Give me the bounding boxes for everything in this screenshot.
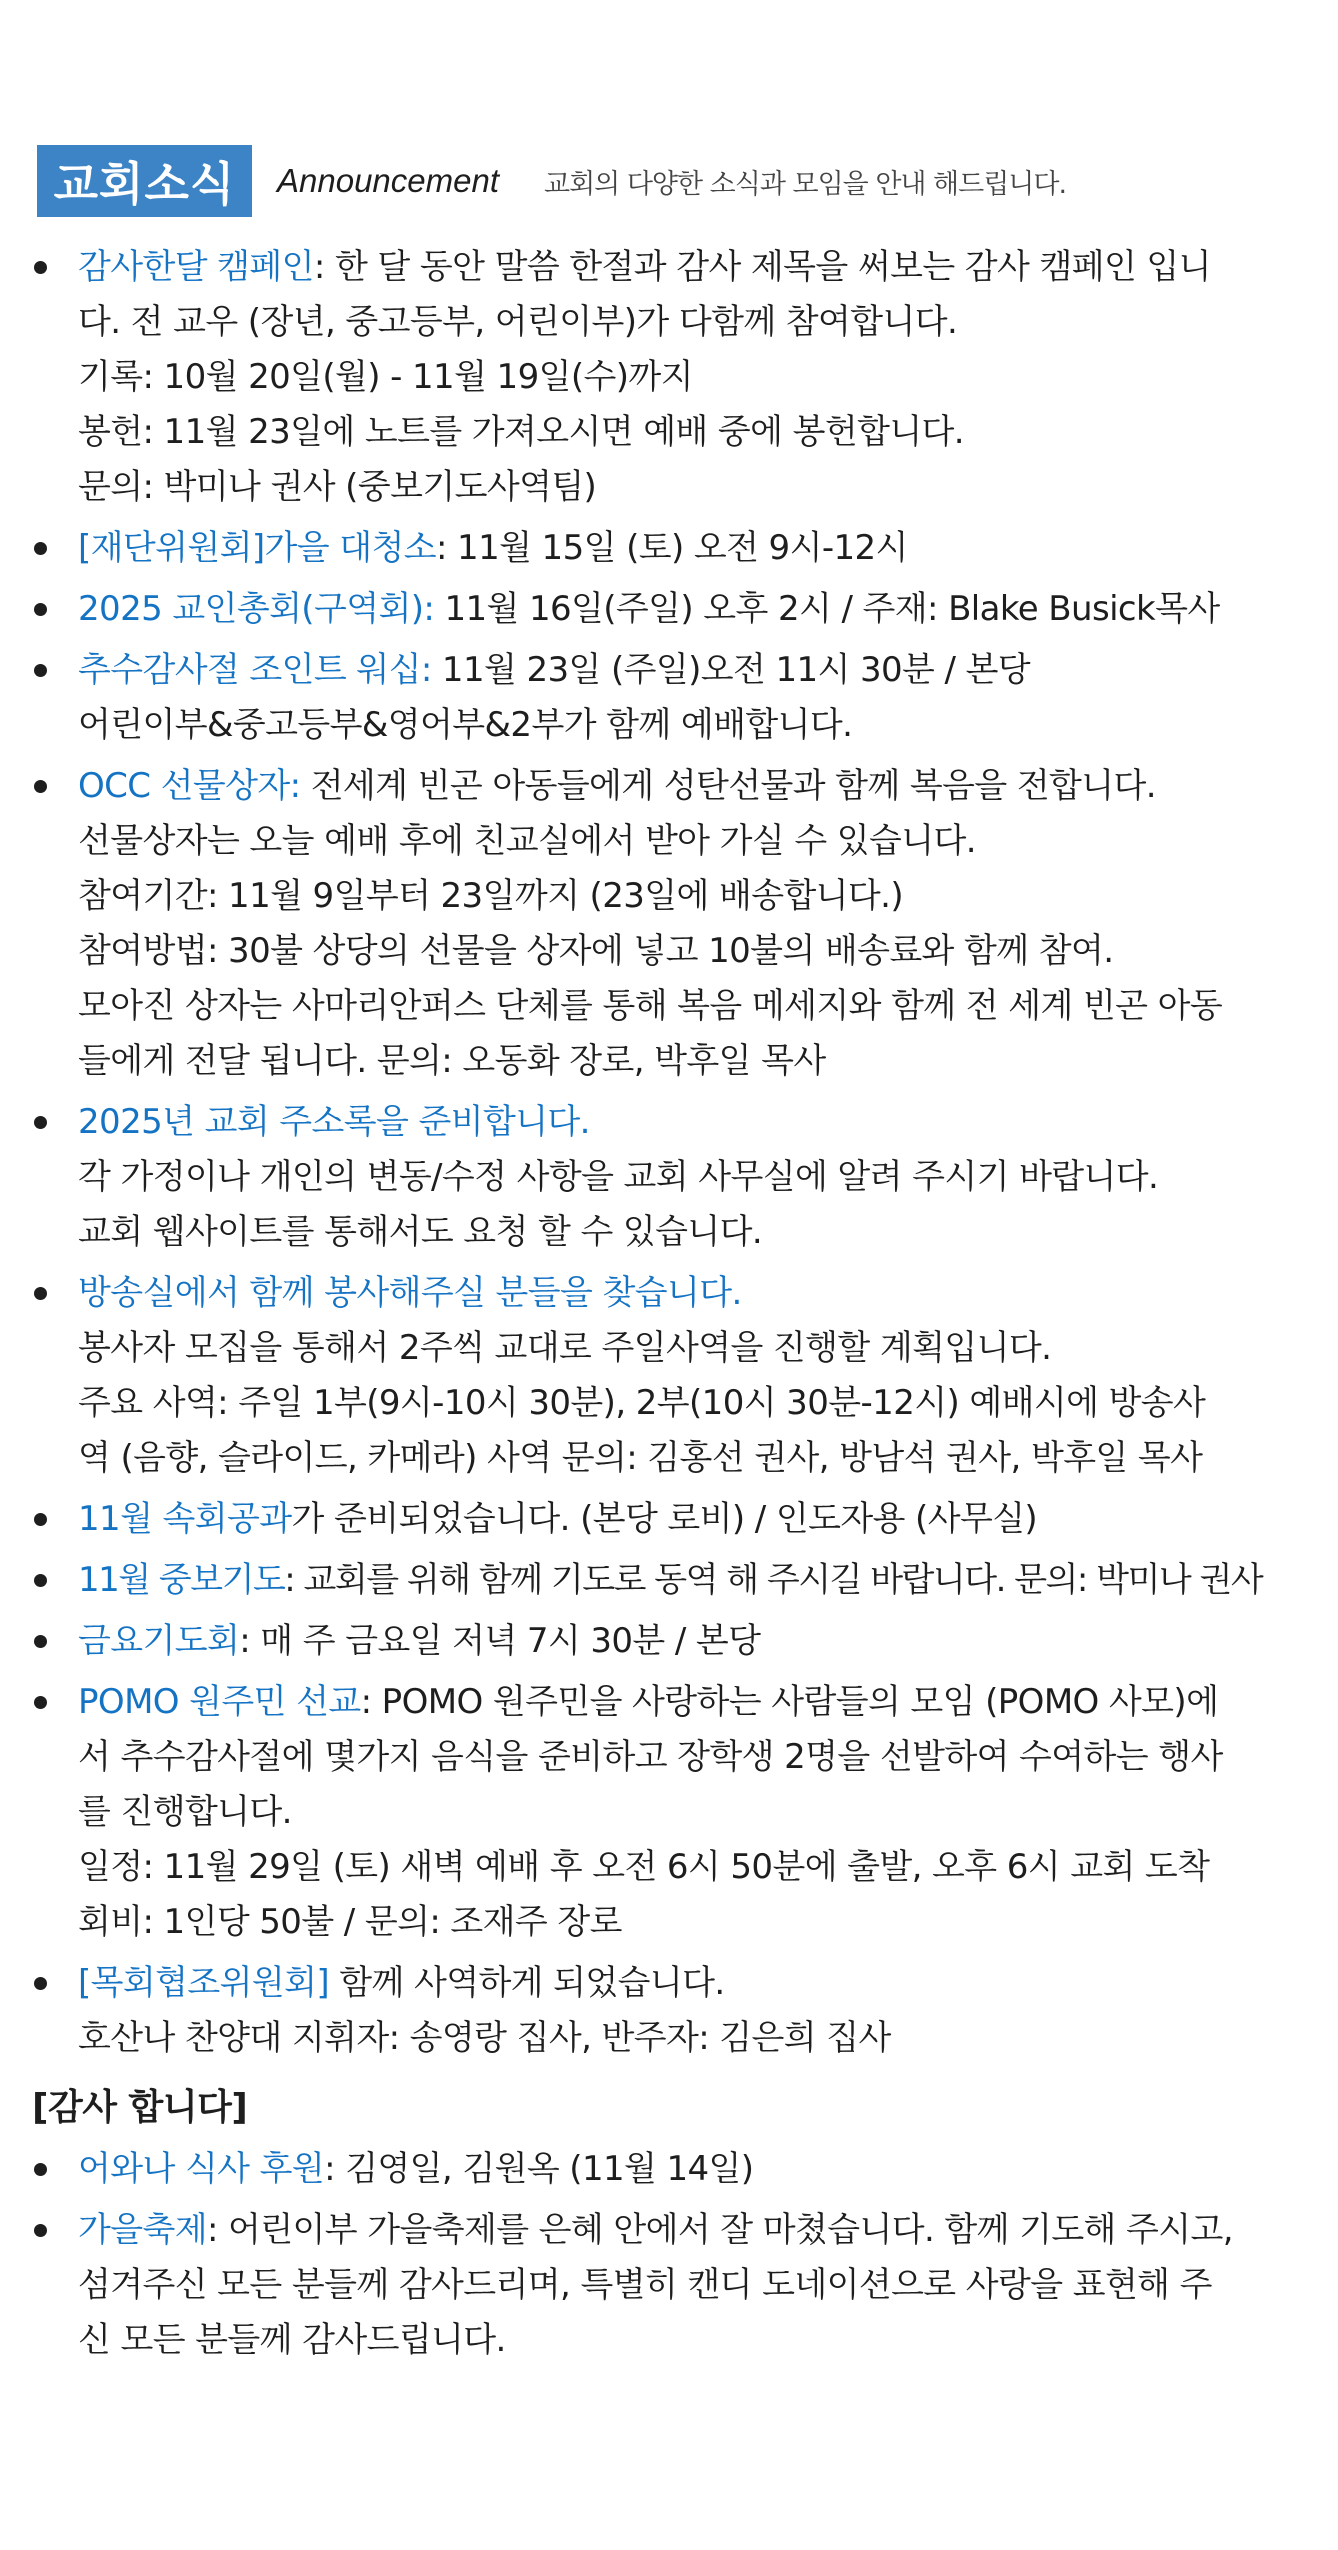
item-text: 봉헌: 11월 23일에 노트를 가져오시면 예배 중에 봉헌합니다. xyxy=(78,412,965,452)
announcement-thanks-campaign xyxy=(0,240,1338,515)
announcement-pomo-mission xyxy=(0,1675,1338,1950)
thanks-heading: [감사 합니다] xyxy=(32,2087,248,2128)
bullet-icon xyxy=(34,780,47,793)
item-text: 봉사자 모집을 통해서 2주씩 교대로 주일사역을 진행할 계획입니다. xyxy=(78,1328,1052,1368)
item-text: : 매 주 금요일 저녁 7시 30분 / 본당 xyxy=(239,1621,761,1661)
announcement-directory xyxy=(0,1095,1338,1260)
item-text: 참여방법: 30불 상당의 선물을 상자에 넣고 10불의 배송료와 함께 참여. xyxy=(78,931,1114,971)
thanks-awana-meal xyxy=(0,2142,1338,2197)
bullet-icon xyxy=(34,542,47,555)
header-badge: 교회소식 xyxy=(37,145,252,217)
announcement-occ-gift-box xyxy=(0,759,1338,1089)
thanks-fall-festival xyxy=(0,2203,1338,2368)
item-title: 추수감사절 조인트 워십: xyxy=(78,650,432,690)
item-title: 11월 중보기도 xyxy=(78,1560,285,1600)
item-title: 2025 교인총회(구역회): xyxy=(78,589,435,629)
announcement-cell-lesson xyxy=(0,1492,1338,1547)
item-title: 가을축제 xyxy=(78,2210,207,2250)
bullet-icon xyxy=(34,1287,47,1300)
thanks-list xyxy=(0,2142,1338,2368)
bullet-icon xyxy=(34,1116,47,1129)
item-text: : 11월 15일 (토) 오전 9시-12시 xyxy=(435,528,908,568)
item-text: : 김영일, 김원옥 (11월 14일) xyxy=(324,2149,754,2189)
item-text: 어린이부&중고등부&영어부&2부가 함께 예배합니다. xyxy=(78,705,853,745)
item-text: 11월 16일(주일) 오후 2시 / 주재: Blake Busick목사 xyxy=(434,589,1220,629)
item-text: 전세계 빈곤 아동들에게 성탄선물과 함께 복음을 전합니다. xyxy=(300,766,1156,806)
item-title: OCC 선물상자: xyxy=(78,766,301,806)
bullet-icon xyxy=(34,2163,47,2176)
item-title: [목회협조위원회] xyxy=(78,1963,330,2003)
bullet-icon xyxy=(34,1574,47,1587)
bullet-icon xyxy=(34,261,47,274)
item-title: [재단위원회]가을 대청소 xyxy=(78,528,436,568)
item-text: 기록: 10월 20일(월) - 11월 19일(수)까지 xyxy=(78,357,693,397)
item-text: 일정: 11월 29일 (토) 새벽 예배 후 오전 6시 50분에 출발, 오후 6시 교회 도착 xyxy=(78,1847,1210,1887)
bullet-icon xyxy=(34,1513,47,1526)
item-text: 모아진 상자는 사마리안퍼스 단체를 통해 복음 메세지와 함께 전 세계 빈곤 아동 xyxy=(78,986,1223,1026)
announcement-broadcast-volunteers xyxy=(0,1266,1338,1486)
announcement-pastoral-committee xyxy=(0,1956,1338,2066)
item-text: 교회 웹사이트를 통해서도 요청 할 수 있습니다. xyxy=(78,1212,763,1252)
item-text: 문의: 박미나 권사 (중보기도사역팀) xyxy=(78,467,597,507)
item-text: 신 모든 분들께 감사드립니다. xyxy=(78,2320,506,2360)
announcement-friday-prayer xyxy=(0,1614,1338,1669)
announcement-intercessory-prayer xyxy=(0,1553,1338,1608)
thanks-section xyxy=(0,2080,1338,2368)
item-text: 섬겨주신 모든 분들께 감사드리며, 특별히 캔디 도네이션으로 사랑을 표현해 주 xyxy=(78,2265,1212,2305)
bullet-icon xyxy=(34,603,47,616)
item-text: 역 (음향, 슬라이드, 카메라) 사역 문의: 김홍선 권사, 방남석 권사, 박후일 목사 xyxy=(78,1438,1203,1478)
item-title: 금요기도회 xyxy=(78,1621,240,1661)
item-text: 가 준비되었습니다. (본당 로비) / 인도자용 (사무실) xyxy=(291,1499,1038,1539)
announcement-joint-worship xyxy=(0,643,1338,753)
header-english-title: Announcement xyxy=(277,162,499,199)
header-description: 교회의 다양한 소식과 모임을 안내 해드립니다. xyxy=(544,168,1067,200)
item-text: : 교회를 위해 함께 기도로 동역 해 주시길 바랍니다. 문의: 박미나 권사 xyxy=(284,1560,1263,1600)
bullet-icon xyxy=(34,2224,47,2237)
item-text: : POMO 원주민을 사랑하는 사람들의 모임 (POMO 사모)에 xyxy=(360,1682,1219,1722)
item-text: 들에게 전달 됩니다. 문의: 오동화 장로, 박후일 목사 xyxy=(78,1041,826,1081)
item-text: 참여기간: 11월 9일부터 23일까지 (23일에 배송합니다.) xyxy=(78,876,904,916)
announcement-fall-cleaning xyxy=(0,521,1338,576)
item-text: : 한 달 동안 말씀 한절과 감사 제목을 써보는 감사 캠페인 입니 xyxy=(313,247,1211,287)
item-title: 11월 속회공과 xyxy=(78,1499,292,1539)
item-text: 호산나 찬양대 지휘자: 송영랑 집사, 반주자: 김은희 집사 xyxy=(78,2018,891,2058)
item-text: 각 가정이나 개인의 변동/수정 사항을 교회 사무실에 알려 주시기 바랍니다. xyxy=(78,1157,1159,1197)
section-header xyxy=(37,145,1066,217)
item-text: 를 진행합니다. xyxy=(78,1792,292,1832)
item-text: 선물상자는 오늘 예배 후에 친교실에서 받아 가실 수 있습니다. xyxy=(78,821,976,861)
announcement-general-assembly xyxy=(0,582,1338,637)
item-text: : 어린이부 가을축제를 은혜 안에서 잘 마쳤습니다. 함께 기도해 주시고, xyxy=(206,2210,1233,2250)
item-title: 감사한달 캠페인 xyxy=(78,247,314,287)
announcement-list xyxy=(0,240,1338,2374)
item-title: POMO 원주민 선교 xyxy=(78,1682,361,1722)
bullet-icon xyxy=(34,1635,47,1648)
bullet-icon xyxy=(34,1977,47,1990)
bullet-icon xyxy=(34,664,47,677)
item-title: 어와나 식사 후원 xyxy=(78,2149,325,2189)
item-title: 방송실에서 함께 봉사해주실 분들을 찾습니다. xyxy=(78,1273,742,1313)
bullet-icon xyxy=(34,1696,47,1709)
item-text: 회비: 1인당 50불 / 문의: 조재주 장로 xyxy=(78,1902,622,1942)
item-text: 11월 23일 (주일)오전 11시 30분 / 본당 xyxy=(431,650,1031,690)
item-text: 다. 전 교우 (장년, 중고등부, 어린이부)가 다함께 참여합니다. xyxy=(78,302,958,342)
item-text: 주요 사역: 주일 1부(9시-10시 30분), 2부(10시 30분-12시) 예배시에 방송사 xyxy=(78,1383,1206,1423)
item-title: 2025년 교회 주소록을 준비합니다. xyxy=(78,1102,590,1142)
item-text: 서 추수감사절에 몇가지 음식을 준비하고 장학생 2명을 선발하여 수여하는 행사 xyxy=(78,1737,1223,1777)
item-text: 함께 사역하게 되었습니다. xyxy=(329,1963,725,2003)
